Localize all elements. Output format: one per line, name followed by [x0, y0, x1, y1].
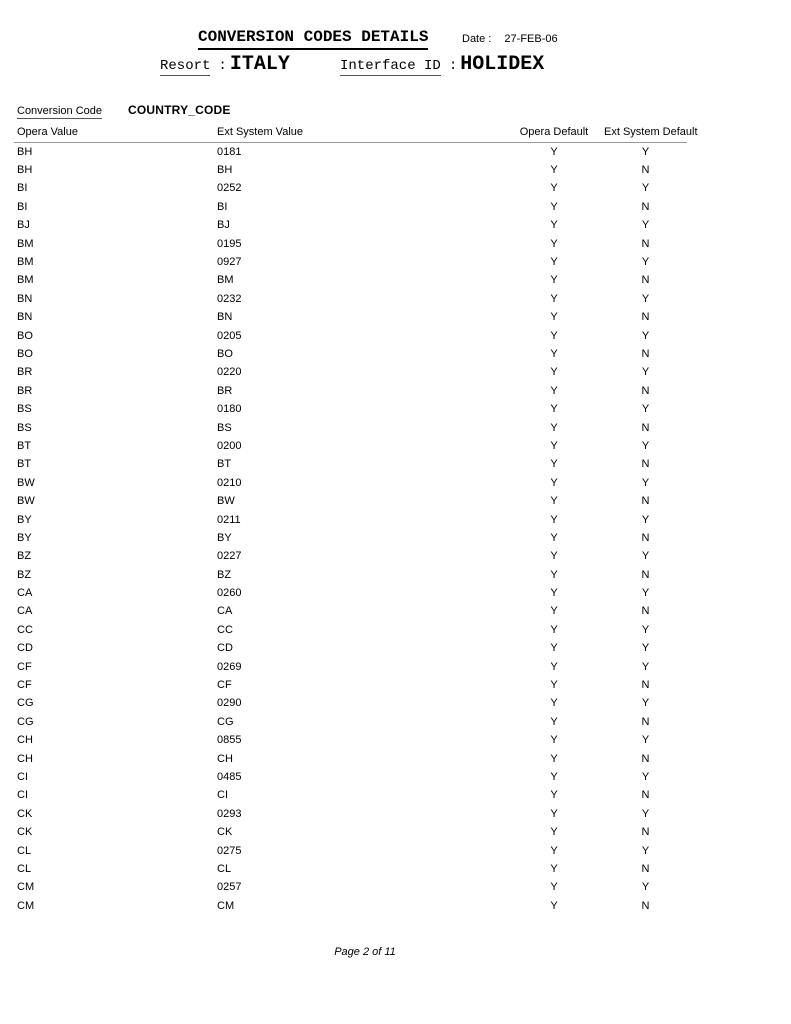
table-cell: Y — [641, 770, 650, 783]
table-cell: BW — [217, 495, 235, 508]
table-cell: CG — [17, 715, 34, 728]
table-row — [14, 271, 687, 289]
table-row — [14, 823, 687, 841]
table-row — [14, 198, 687, 216]
table-cell: Y — [641, 476, 650, 489]
table-cell: N — [641, 200, 650, 213]
table-cell: BS — [217, 421, 232, 434]
table-row — [14, 418, 687, 436]
table-cell: Y — [550, 715, 558, 728]
table-cell: CK — [217, 826, 233, 839]
table-cell: N — [641, 347, 650, 360]
resort-value: ITALY — [229, 53, 290, 76]
table-cell: Y — [550, 826, 558, 839]
table-row — [14, 290, 687, 308]
table-cell: CI — [17, 770, 28, 783]
table-cell: Y — [641, 550, 650, 563]
table-cell: N — [641, 862, 650, 875]
table-cell: Y — [550, 182, 558, 195]
table-row — [14, 529, 687, 547]
table-cell: CK — [17, 826, 33, 839]
table-header-row — [14, 126, 687, 143]
table-cell: Y — [550, 587, 558, 600]
table-row — [14, 805, 687, 823]
table-cell: Y — [550, 292, 558, 305]
table-cell: N — [641, 789, 650, 802]
table-cell: 0180 — [217, 403, 242, 416]
resort-colon: : — [218, 58, 227, 74]
table-cell: CD — [217, 642, 233, 655]
table-row — [14, 400, 687, 418]
interface-id-group — [340, 53, 544, 76]
table-cell: 0269 — [217, 660, 242, 673]
table-cell: CK — [17, 807, 33, 820]
page-number: Page 2 of 11 — [334, 946, 396, 958]
table-cell: CL — [217, 862, 232, 875]
table-cell: Y — [641, 844, 650, 857]
table-cell: CF — [17, 660, 32, 673]
table-cell: 0485 — [217, 770, 242, 783]
report-meta — [0, 53, 791, 77]
table-cell: 0227 — [217, 550, 242, 563]
table-cell: BZ — [17, 550, 32, 563]
table-cell: N — [641, 605, 650, 618]
table-cell: Y — [550, 807, 558, 820]
conversion-code-section — [17, 103, 231, 119]
table-row — [14, 657, 687, 675]
table-cell: BM — [17, 237, 34, 250]
table-cell: CH — [217, 752, 233, 765]
table-cell: BS — [17, 403, 32, 416]
table-cell: BJ — [17, 219, 30, 232]
table-row — [14, 326, 687, 344]
table-cell: Y — [550, 642, 558, 655]
table-cell: BY — [17, 513, 32, 526]
table-cell: CA — [217, 605, 233, 618]
table-cell: Y — [550, 844, 558, 857]
table-cell: Y — [641, 697, 650, 710]
table-cell: N — [641, 495, 650, 508]
table-cell: CM — [17, 899, 35, 912]
table-row — [14, 253, 687, 271]
table-cell: BY — [217, 531, 232, 544]
table-cell: Y — [641, 881, 650, 894]
table-cell: CL — [17, 862, 32, 875]
table-cell: 0232 — [217, 292, 242, 305]
table-cell: Y — [550, 311, 558, 324]
table-cell: N — [641, 311, 650, 324]
table-cell: CI — [217, 789, 228, 802]
table-cell: CC — [217, 623, 233, 636]
table-cell: Y — [550, 274, 558, 287]
table-row — [14, 474, 687, 492]
table-cell: Y — [550, 697, 558, 710]
table-cell: Y — [550, 513, 558, 526]
table-cell: BW — [17, 476, 35, 489]
resort-label: Resort — [160, 58, 211, 74]
table-cell: Y — [550, 200, 558, 213]
table-cell: BT — [17, 458, 32, 471]
table-cell: Y — [550, 384, 558, 397]
table-cell: Y — [550, 660, 558, 673]
table-row — [14, 768, 687, 786]
table-cell: CL — [17, 844, 32, 857]
table-cell: CM — [17, 881, 35, 894]
table-cell: Y — [550, 770, 558, 783]
table-row — [14, 749, 687, 767]
table-cell: Y — [550, 439, 558, 452]
table-cell: Y — [550, 862, 558, 875]
table-cell: 0275 — [217, 844, 242, 857]
table-row — [14, 179, 687, 197]
table-row — [14, 621, 687, 639]
table-cell: CF — [217, 679, 232, 692]
table-cell: Y — [641, 807, 650, 820]
table-cell: Y — [550, 458, 558, 471]
table-cell: BW — [17, 495, 35, 508]
table-cell: CG — [17, 697, 34, 710]
table-cell: Y — [550, 752, 558, 765]
table-cell: 0927 — [217, 256, 242, 269]
table-cell: Y — [641, 642, 650, 655]
table-cell: BT — [17, 439, 32, 452]
date-value: 27-FEB-06 — [504, 33, 558, 45]
table-cell: N — [641, 458, 650, 471]
table-row — [14, 584, 687, 602]
table-row — [14, 639, 687, 657]
table-row — [14, 878, 687, 896]
table-row — [14, 602, 687, 620]
conversion-codes-table — [14, 126, 698, 915]
table-cell: BZ — [217, 568, 232, 581]
table-cell: CH — [17, 734, 33, 747]
table-cell: BT — [217, 458, 232, 471]
table-cell: BH — [217, 164, 233, 177]
table-cell: Y — [550, 899, 558, 912]
table-cell: Y — [641, 587, 650, 600]
table-cell: Y — [550, 531, 558, 544]
table-cell: Y — [550, 881, 558, 894]
table-cell: CH — [17, 752, 33, 765]
table-cell: 0200 — [217, 439, 242, 452]
table-row — [14, 382, 687, 400]
table-cell: Y — [550, 329, 558, 342]
table-cell: Y — [550, 256, 558, 269]
table-cell: 0211 — [217, 513, 241, 526]
table-cell: N — [641, 384, 650, 397]
table-cell: Y — [550, 476, 558, 489]
table-cell: BI — [17, 182, 28, 195]
interface-id-colon: : — [448, 58, 458, 74]
conversion-code-value: COUNTRY_CODE — [128, 103, 231, 117]
table-header — [14, 126, 698, 143]
table-cell: BI — [217, 200, 228, 213]
table-row — [14, 216, 687, 234]
table-cell: Y — [550, 679, 558, 692]
table-cell: BN — [17, 311, 33, 324]
table-cell: 0210 — [217, 476, 242, 489]
table-cell: 0293 — [217, 807, 242, 820]
table-row — [14, 308, 687, 326]
table-cell: N — [641, 826, 650, 839]
table-cell: 0181 — [217, 145, 242, 158]
table-cell: Y — [550, 789, 558, 802]
table-cell: Y — [550, 347, 558, 360]
table-cell: N — [641, 421, 650, 434]
resort-group — [160, 53, 290, 76]
table-cell: 0257 — [217, 881, 242, 894]
table-row — [14, 676, 687, 694]
table-cell: BM — [17, 256, 34, 269]
column-header-opera-value: Opera Value — [14, 126, 217, 143]
table-cell: N — [641, 164, 650, 177]
table-row — [14, 731, 687, 749]
table-row — [14, 143, 687, 161]
report-title: CONVERSION CODES DETAILS — [198, 28, 428, 50]
column-header-ext-system-default: Ext System Default — [604, 126, 687, 143]
table-cell: BO — [17, 347, 33, 360]
column-header-ext-system-value: Ext System Value — [217, 126, 504, 143]
table-cell: 0205 — [217, 329, 242, 342]
table-cell: BI — [17, 200, 28, 213]
table-row — [14, 786, 687, 804]
table-cell: N — [641, 237, 650, 250]
table-cell: N — [641, 274, 650, 287]
table-cell: Y — [550, 219, 558, 232]
table-row — [14, 492, 687, 510]
table-cell: CI — [17, 789, 28, 802]
column-header-opera-default: Opera Default — [504, 126, 604, 143]
table-cell: BM — [17, 274, 34, 287]
table-cell: BR — [17, 366, 33, 379]
table-cell: Y — [550, 605, 558, 618]
table-cell: BH — [17, 164, 33, 177]
table-row — [14, 860, 687, 878]
table-cell: Y — [550, 495, 558, 508]
table-row — [14, 897, 687, 915]
table-cell: Y — [641, 366, 650, 379]
table-cell: Y — [641, 439, 650, 452]
table-cell: CC — [17, 623, 33, 636]
date-line — [462, 33, 558, 45]
table-cell: CF — [17, 679, 32, 692]
table-row — [14, 345, 687, 363]
table-cell: Y — [550, 623, 558, 636]
table-cell: 0252 — [217, 182, 242, 195]
table-row — [14, 455, 687, 473]
table-row — [14, 713, 687, 731]
table-cell: 0260 — [217, 587, 242, 600]
table-cell: Y — [641, 219, 650, 232]
table-cell: N — [641, 899, 650, 912]
table-cell: Y — [550, 550, 558, 563]
table-cell: CA — [17, 587, 33, 600]
table-cell: Y — [641, 513, 650, 526]
table-cell: 0855 — [217, 734, 242, 747]
table-cell: Y — [641, 734, 650, 747]
table-cell: Y — [550, 237, 558, 250]
interface-id-label: Interface ID — [340, 58, 441, 74]
table-row — [14, 547, 687, 565]
table-row — [14, 694, 687, 712]
table-cell: Y — [550, 421, 558, 434]
table-cell: Y — [550, 164, 558, 177]
table-cell: Y — [641, 182, 650, 195]
table-cell: N — [641, 715, 650, 728]
table-cell: BZ — [17, 568, 32, 581]
table-cell: CD — [17, 642, 33, 655]
conversion-code-label: Conversion Code — [17, 105, 102, 117]
table-cell: Y — [641, 145, 650, 158]
table-cell: Y — [550, 366, 558, 379]
table-cell: CA — [17, 605, 33, 618]
table-cell: BO — [217, 347, 233, 360]
table-cell: Y — [641, 660, 650, 673]
table-row — [14, 510, 687, 528]
table-cell: Y — [641, 256, 650, 269]
table-row — [14, 437, 687, 455]
table-cell: BN — [217, 311, 233, 324]
table-cell: BJ — [217, 219, 230, 232]
table-cell: CG — [217, 715, 234, 728]
table-row — [14, 363, 687, 381]
table-cell: Y — [641, 623, 650, 636]
table-cell: 0290 — [217, 697, 242, 710]
table-cell: Y — [550, 568, 558, 581]
table-cell: Y — [641, 403, 650, 416]
table-cell: BS — [17, 421, 32, 434]
table-body — [14, 143, 687, 915]
table-row — [14, 565, 687, 583]
table-cell: BH — [17, 145, 33, 158]
table-cell: N — [641, 568, 650, 581]
date-label: Date : — [462, 33, 492, 45]
table-row — [14, 841, 687, 859]
interface-id-value: HOLIDEX — [460, 53, 545, 76]
table-cell: CM — [217, 899, 235, 912]
table-cell: Y — [550, 145, 558, 158]
table-row — [14, 234, 687, 252]
table-cell: BM — [217, 274, 234, 287]
table-cell: Y — [550, 734, 558, 747]
table-cell: Y — [641, 292, 650, 305]
table-cell: BN — [17, 292, 33, 305]
table-cell: Y — [641, 329, 650, 342]
table-cell: 0220 — [217, 366, 242, 379]
table-cell: 0195 — [217, 237, 242, 250]
table-cell: BR — [17, 384, 33, 397]
table-cell: N — [641, 531, 650, 544]
table-cell: Y — [550, 403, 558, 416]
table-cell: BR — [217, 384, 233, 397]
table-cell: N — [641, 679, 650, 692]
table-row — [14, 161, 687, 179]
table-cell: N — [641, 752, 650, 765]
table-cell: BO — [17, 329, 33, 342]
table-cell: BY — [17, 531, 32, 544]
